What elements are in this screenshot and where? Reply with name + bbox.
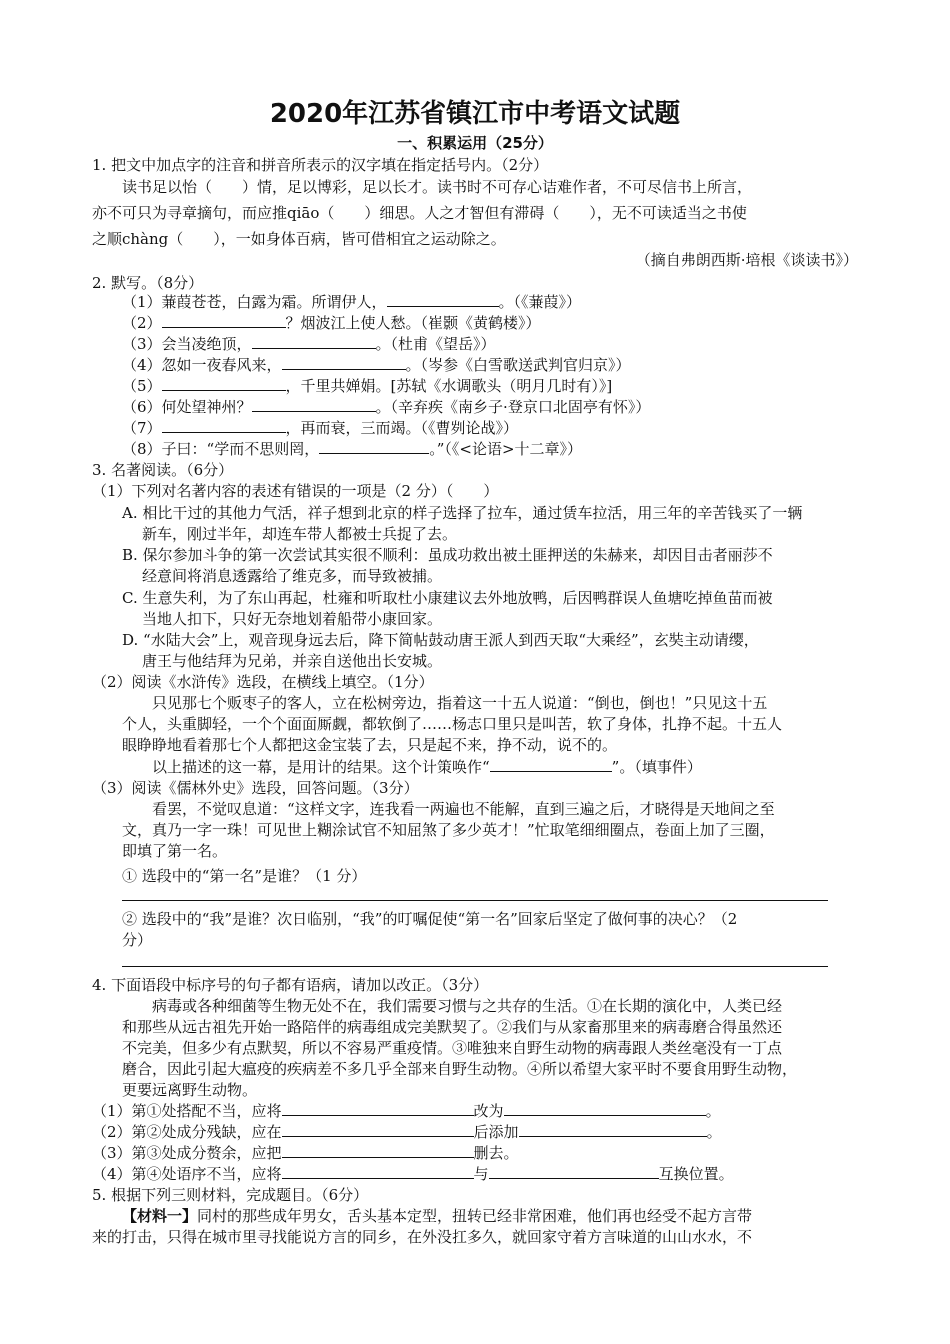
rulin-para-1: 看罢，不觉叹息道：“这样文字，连我看一两遍也不能解，直到三遍之后，才晓得是天地间之至	[152, 800, 775, 818]
answer-blank[interactable]	[504, 1101, 706, 1116]
option-b-cont: 经意间将消息透露给了维克多，而导致被捕。	[142, 567, 443, 585]
q4-para-2: 和那些从远古祖先开始一路陪伴的病毒组成完美默契了。②我们与从家畜那里来的病毒磨合得虽然还	[122, 1018, 783, 1036]
q5-material-1-cont: 来的打击，只得在城市里寻找能说方言的同乡，在外没扛多久，就回家守着方言味道的山山水水，不	[92, 1228, 753, 1246]
q1-line-2: 亦不可只为寻章摘句，而应推qiāo（ ）细思。人之才智但有滞碍（ ），无不可读适当之书使	[92, 204, 747, 222]
answer-blank[interactable]	[282, 355, 406, 370]
q4-stem: 4. 下面语段中标序号的句子都有语病，请加以改正。（3分）	[92, 976, 489, 994]
q4-para-4: 磨合，因此引起大瘟疫的疾病差不多几乎全部来自野生动物。④所以希望大家平时不要食用野生动物，	[122, 1060, 798, 1078]
answer-blank[interactable]	[282, 1122, 474, 1137]
answer-blank[interactable]	[319, 439, 429, 454]
rulin-question-1: ① 选段中的“第一名”是谁？（1 分）	[122, 867, 367, 885]
q1-stem: 1. 把文中加点字的注音和拼音所表示的汉字填在指定括号内。（2分）	[92, 156, 549, 174]
answer-blank[interactable]	[162, 418, 286, 433]
answer-line[interactable]	[122, 900, 828, 901]
q4-fix-2: （2）第②处成分残缺，应在 后添加 。	[92, 1123, 722, 1141]
q2-item-1: （1）蒹葭苍苍，白露为霜。所谓伊人， 。（《蒹葭》）	[122, 293, 582, 311]
option-b: B. 保尔参加斗争的第一次尝试其实很不顺利：虽成功救出被土匪押送的朱赫来，却因目击者丽莎不	[122, 546, 773, 564]
q4-para-5: 更要远离野生动物。	[122, 1081, 258, 1099]
q4-fix-4: （4）第④处语序不当，应将 与 互换位置。	[92, 1165, 734, 1183]
q3-sub-2: （2）阅读《水浒传》选段，在横线上填空。（1分）	[92, 673, 434, 691]
answer-blank[interactable]	[489, 1164, 659, 1179]
q4-fix-1: （1）第①处搭配不当，应将 改为 。	[92, 1102, 721, 1120]
answer-blank[interactable]	[282, 1164, 474, 1179]
answer-blank[interactable]	[282, 1101, 474, 1116]
option-c: C. 生意失利，为了东山再起，杜雍和听取杜小康建议去外地放鸭，后因鸭群误人鱼塘吃掉鱼苗而被	[122, 589, 773, 607]
q1-line-3: 之顺chàng（ ），一如身体百病，皆可借相宜之运动除之。	[92, 230, 506, 248]
q1-line-1: 读书足以怡（ ）情，足以博彩，足以长才。读书时不可存心诘难作者，不可尽信书上所言，	[122, 178, 753, 196]
answer-line[interactable]	[122, 966, 828, 967]
q2-stem: 2. 默写。（8分）	[92, 274, 204, 292]
q4-para-3: 不完美，但多少有点默契，所以不容易严重疫情。③唯独来自野生动物的病毒跟人类丝毫没有一丁点	[122, 1039, 783, 1057]
material-label: 【材料一】	[122, 1207, 198, 1225]
q2-item-6: （6）何处望神州？ 。（辛弃疾《南乡子·登京口北固亭有怀》）	[122, 398, 651, 416]
answer-blank[interactable]	[252, 334, 376, 349]
q5-material-1: 【材料一】同村的那些成年男女，舌头基本定型，扭转已经非常困难，他们再也经受不起方言带	[122, 1207, 753, 1225]
answer-blank[interactable]	[162, 313, 286, 328]
option-a: A. 相比干过的其他力气活，祥子想到北京的样子选择了拉车，通过赁车拉活，用三年的辛苦钱买了一辆	[122, 504, 803, 522]
option-d-cont: 唐王与他结拜为兄弟，并亲自送他出长安城。	[142, 652, 443, 670]
answer-blank[interactable]	[490, 757, 612, 772]
q4-para-1: 病毒或各种细菌等生物无处不在，我们需要习惯与之共存的生活。①在长期的演化中，人类已经	[152, 997, 783, 1015]
q2-item-8: （8）子曰：“学而不思则罔， 。”（《<论语>十二章》）	[122, 440, 583, 458]
q3-sub-1: （1）下列对名著内容的表述有错误的一项是（2 分）（ ）	[92, 482, 499, 500]
q5-stem: 5. 根据下列三则材料，完成题目。（6分）	[92, 1186, 369, 1204]
q2-item-3: （3）会当凌绝顶， 。（杜甫《望岳》）	[122, 335, 496, 353]
answer-blank[interactable]	[282, 1143, 474, 1158]
answer-blank[interactable]	[162, 376, 286, 391]
rulin-question-2-cont: 分）	[122, 931, 153, 949]
shuihu-para-1: 只见那七个贩枣子的客人，立在松树旁边，指着这一十五人说道：“倒也，倒也！”只见这十五	[152, 694, 768, 712]
rulin-para-3: 即填了第一名。	[122, 842, 228, 860]
shuihu-question: 以上描述的这一幕，是用计的结果。这个计策唤作“ ”。（填事件）	[152, 758, 702, 776]
q3-sub-3: （3）阅读《儒林外史》选段，回答问题。（3分）	[92, 779, 419, 797]
answer-blank[interactable]	[252, 397, 376, 412]
option-d: D. “水陆大会”上，观音现身远去后，降下简帖鼓动唐王派人到西天取“大乘经”，玄奘主动请缨，	[122, 631, 759, 649]
q4-fix-3: （3）第③处成分赘余，应把 删去。	[92, 1144, 519, 1162]
answer-blank[interactable]	[387, 292, 499, 307]
option-a-cont: 新车，刚过半年，却连车带人都被士兵捉了去。	[142, 525, 458, 543]
q2-item-5: （5） ，千里共婵娟。[苏轼《水调歌头（明月几时有）》]	[122, 377, 613, 395]
q2-item-4: （4）忽如一夜春风来， 。（岑参《白雪歌送武判官归京》）	[122, 356, 631, 374]
option-c-cont: 当地人扣下，只好无奈地划着船带小康回家。	[142, 610, 443, 628]
q2-item-2: （2） ？烟波江上使人愁。（崔颢《黄鹤楼》）	[122, 314, 541, 332]
page-title: 2020年江苏省镇江市中考语文试题	[269, 99, 681, 129]
q2-item-7: （7） ，再而衰，三而竭。（《曹刿论战》）	[122, 419, 519, 437]
answer-blank[interactable]	[519, 1122, 707, 1137]
shuihu-para-3: 眼睁睁地看着那七个人都把这金宝装了去，只是起不来，挣不动，说不的。	[122, 736, 618, 754]
rulin-para-2: 文，真乃一字一珠！可见世上糊涂试官不知屈煞了多少英才！”忙取笔细细圈点，卷面上加了三圈，	[122, 821, 775, 839]
rulin-question-2: ② 选段中的“我”是谁？次日临别，“我”的叮嘱促使“第一名”回家后坚定了做何事的决心？（2	[122, 910, 738, 928]
q1-source: （摘自弗朗西斯·培根《谈读书》）	[635, 251, 858, 269]
q3-stem: 3. 名著阅读。（6分）	[92, 461, 234, 479]
shuihu-para-2: 个人，头重脚轻，一个个面面厮觑，都软倒了……杨志口里只是叫苦，软了身体，扎挣不起。十五人	[122, 715, 783, 733]
section-heading: 一、积累运用（25分）	[397, 134, 553, 152]
